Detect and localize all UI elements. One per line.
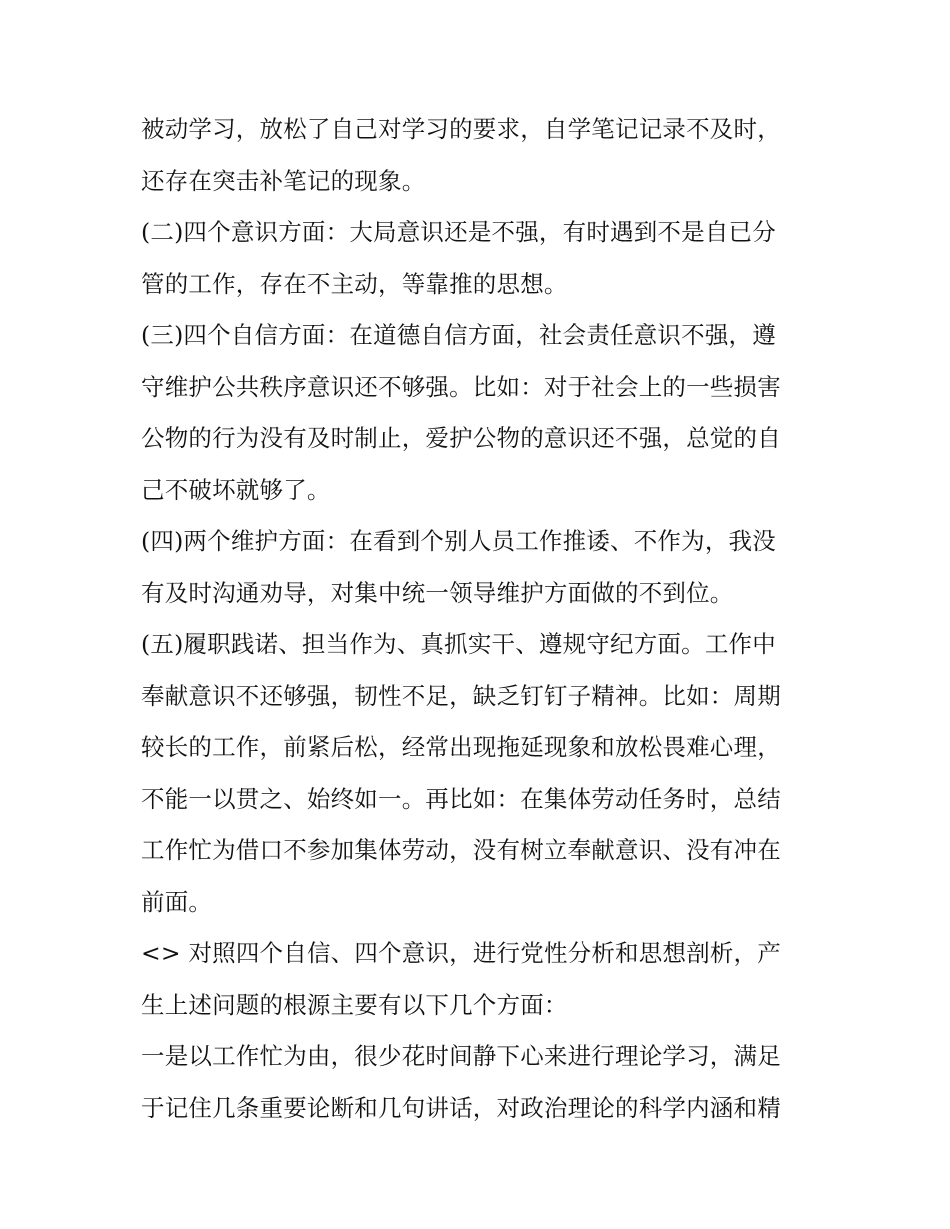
text-line: 被动学习，放松了自己对学习的要求，自学笔记记录不及时， <box>141 115 781 143</box>
text-line: 于记住几条重要论断和几句讲话，对政治理论的科学内涵和精 <box>141 1093 781 1122</box>
text-line: (三)四个自信方面：在道德自信方面，社会责任意识不强，遵 <box>141 321 776 349</box>
text-line: (五)履职践诺、担当作为、真抓实干、遵规守纪方面。工作中 <box>141 630 776 658</box>
body-text <box>141 110 816 1140</box>
text-line: <> 对照四个自信、四个意识，进行党性分析和思想剖析，产 <box>141 939 781 967</box>
text-line: 工作忙为借口不参加集体劳动，没有树立奉献意识、没有冲在 <box>141 836 781 864</box>
text-line: 奉献意识不还够强，韧性不足，缺乏钉钉子精神。比如：周期 <box>141 681 781 710</box>
text-line: (四)两个维护方面：在看到个别人员工作推诿、不作为，我没 <box>141 527 776 555</box>
text-line: 前面。 <box>141 887 213 916</box>
text-line: 守维护公共秩序意识还不够强。比如：对于社会上的一些损害 <box>141 372 781 401</box>
text-line: 一是以工作忙为由，很少花时间静下心来进行理论学习，满足 <box>141 1042 781 1070</box>
text-line: 还存在突击补笔记的现象。 <box>141 166 426 195</box>
text-line: (二)四个意识方面：大局意识还是不强，有时遇到不是自已分 <box>141 218 776 246</box>
text-line: 有及时沟通劝导，对集中统一领导维护方面做的不到位。 <box>141 578 734 607</box>
text-line: 己不破坏就够了。 <box>141 475 331 504</box>
text-line: 较长的工作，前紧后松，经常出现拖延现象和放松畏难心理， <box>141 733 781 761</box>
text-line: 公物的行为没有及时制止，爱护公物的意识还不强，总觉的自 <box>141 424 781 452</box>
text-line: 生上述问题的根源主要有以下几个方面： <box>141 990 568 1019</box>
text-line: 管的工作，存在不主动，等靠推的思想。 <box>141 269 568 298</box>
text-line: 不能一以贯之、始终如一。再比如：在集体劳动任务时，总结 <box>141 784 781 813</box>
